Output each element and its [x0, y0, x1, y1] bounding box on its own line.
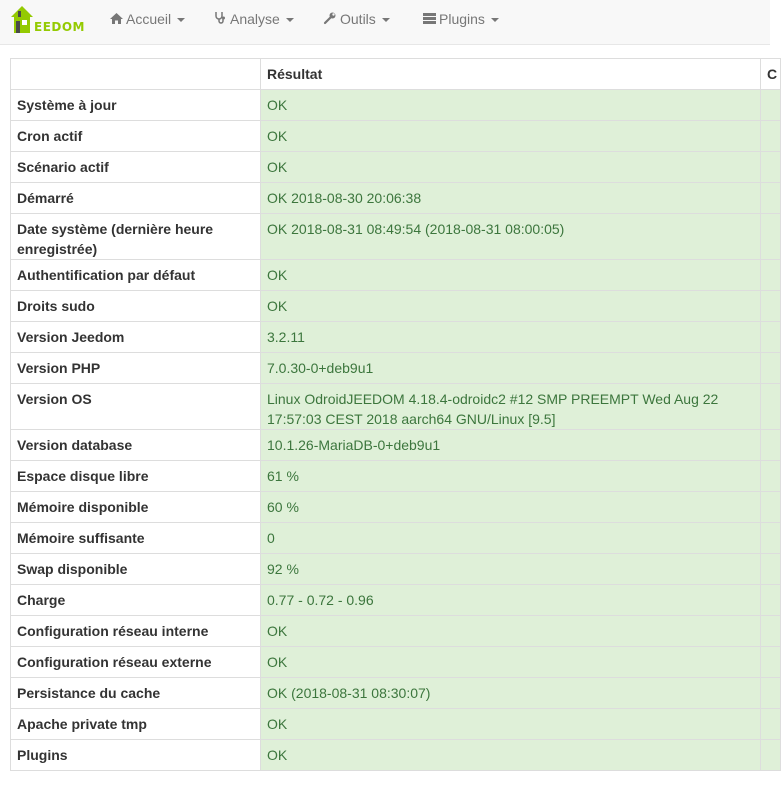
nav-plugins-label: Plugins — [439, 11, 485, 27]
check-result: OK — [261, 291, 761, 322]
nav-plugins[interactable] — [422, 0, 499, 38]
nav-analyse-label: Analyse — [230, 11, 280, 27]
check-name: Système à jour — [11, 90, 261, 121]
check-extra — [761, 523, 781, 554]
table-row — [11, 322, 781, 353]
stethoscope-icon — [213, 1, 227, 39]
check-result: 61 % — [261, 461, 761, 492]
table-row — [11, 554, 781, 585]
table-row — [11, 384, 781, 430]
check-extra — [761, 585, 781, 616]
navbar — [0, 0, 770, 45]
check-result: Linux OdroidJEEDOM 4.18.4-odroidc2 #12 SMP PREEMPT Wed Aug 22 17:57:03 CEST 2018 aarch64 GNU/Linux [9.5] — [261, 384, 761, 430]
check-result: 0 — [261, 523, 761, 554]
table-row — [11, 461, 781, 492]
check-name: Authentification par défaut — [11, 260, 261, 291]
check-extra — [761, 647, 781, 678]
check-extra — [761, 214, 781, 260]
check-name: Version OS — [11, 384, 261, 430]
chevron-down-icon — [286, 18, 294, 22]
check-result: OK — [261, 709, 761, 740]
check-extra — [761, 152, 781, 183]
check-extra — [761, 740, 781, 771]
check-name: Mémoire disponible — [11, 492, 261, 523]
check-extra — [761, 709, 781, 740]
table-row — [11, 430, 781, 461]
table-row — [11, 121, 781, 152]
check-name: Version database — [11, 430, 261, 461]
check-result: OK 2018-08-30 20:06:38 — [261, 183, 761, 214]
table-row — [11, 678, 781, 709]
chevron-down-icon — [382, 18, 390, 22]
check-extra — [761, 353, 781, 384]
table-row — [11, 523, 781, 554]
check-extra — [761, 492, 781, 523]
check-result: 3.2.11 — [261, 322, 761, 353]
table-row — [11, 291, 781, 322]
check-name: Charge — [11, 585, 261, 616]
check-name: Droits sudo — [11, 291, 261, 322]
logo-text: EEDOM — [34, 20, 85, 34]
check-name: Espace disque libre — [11, 461, 261, 492]
check-extra — [761, 616, 781, 647]
check-extra — [761, 554, 781, 585]
table-row — [11, 616, 781, 647]
table-row — [11, 647, 781, 678]
table-row — [11, 90, 781, 121]
check-result: OK — [261, 90, 761, 121]
nav-outils[interactable] — [323, 0, 390, 38]
check-name: Swap disponible — [11, 554, 261, 585]
check-name: Cron actif — [11, 121, 261, 152]
check-extra — [761, 90, 781, 121]
check-name: Plugins — [11, 740, 261, 771]
check-extra — [761, 260, 781, 291]
check-result: 7.0.30-0+deb9u1 — [261, 353, 761, 384]
house-logo-icon — [10, 3, 34, 35]
health-table — [10, 58, 781, 771]
check-extra — [761, 461, 781, 492]
check-result: 60 % — [261, 492, 761, 523]
check-extra — [761, 183, 781, 214]
tasks-icon — [422, 1, 436, 39]
check-extra — [761, 121, 781, 152]
table-row — [11, 214, 781, 260]
table-row — [11, 260, 781, 291]
check-extra — [761, 678, 781, 709]
check-result: OK — [261, 152, 761, 183]
check-result: 92 % — [261, 554, 761, 585]
check-extra — [761, 430, 781, 461]
nav-analyse[interactable] — [213, 0, 294, 38]
nav-accueil[interactable] — [109, 0, 185, 38]
check-result: OK — [261, 740, 761, 771]
table-row — [11, 709, 781, 740]
check-name: Apache private tmp — [11, 709, 261, 740]
header-check — [11, 59, 261, 90]
chevron-down-icon — [491, 18, 499, 22]
jeedom-logo[interactable] — [10, 3, 85, 37]
check-result: OK — [261, 616, 761, 647]
check-name: Date système (dernière heure enregistrée) — [11, 214, 261, 260]
table-row — [11, 585, 781, 616]
nav-outils-label: Outils — [340, 11, 376, 27]
table-row — [11, 740, 781, 771]
table-row — [11, 492, 781, 523]
chevron-down-icon — [177, 18, 185, 22]
check-name: Version Jeedom — [11, 322, 261, 353]
check-name: Mémoire suffisante — [11, 523, 261, 554]
check-result: 10.1.26-MariaDB-0+deb9u1 — [261, 430, 761, 461]
table-row — [11, 353, 781, 384]
check-extra — [761, 322, 781, 353]
check-result: OK (2018-08-31 08:30:07) — [261, 678, 761, 709]
check-extra — [761, 291, 781, 322]
header-result: Résultat — [261, 59, 761, 90]
wrench-icon — [323, 1, 337, 39]
check-name: Configuration réseau externe — [11, 647, 261, 678]
check-result: 0.77 - 0.72 - 0.96 — [261, 585, 761, 616]
check-extra — [761, 384, 781, 430]
check-result: OK — [261, 121, 761, 152]
check-name: Version PHP — [11, 353, 261, 384]
check-result: OK — [261, 647, 761, 678]
home-icon — [109, 1, 123, 39]
table-row — [11, 152, 781, 183]
header-extra: C — [761, 59, 781, 90]
nav-accueil-label: Accueil — [126, 11, 172, 27]
table-row — [11, 183, 781, 214]
check-name: Scénario actif — [11, 152, 261, 183]
check-name: Démarré — [11, 183, 261, 214]
check-result: OK 2018-08-31 08:49:54 (2018-08-31 08:00:05) — [261, 214, 761, 260]
check-name: Persistance du cache — [11, 678, 261, 709]
table-header-row — [11, 59, 781, 90]
check-name: Configuration réseau interne — [11, 616, 261, 647]
check-result: OK — [261, 260, 761, 291]
health-table-body — [11, 90, 781, 771]
